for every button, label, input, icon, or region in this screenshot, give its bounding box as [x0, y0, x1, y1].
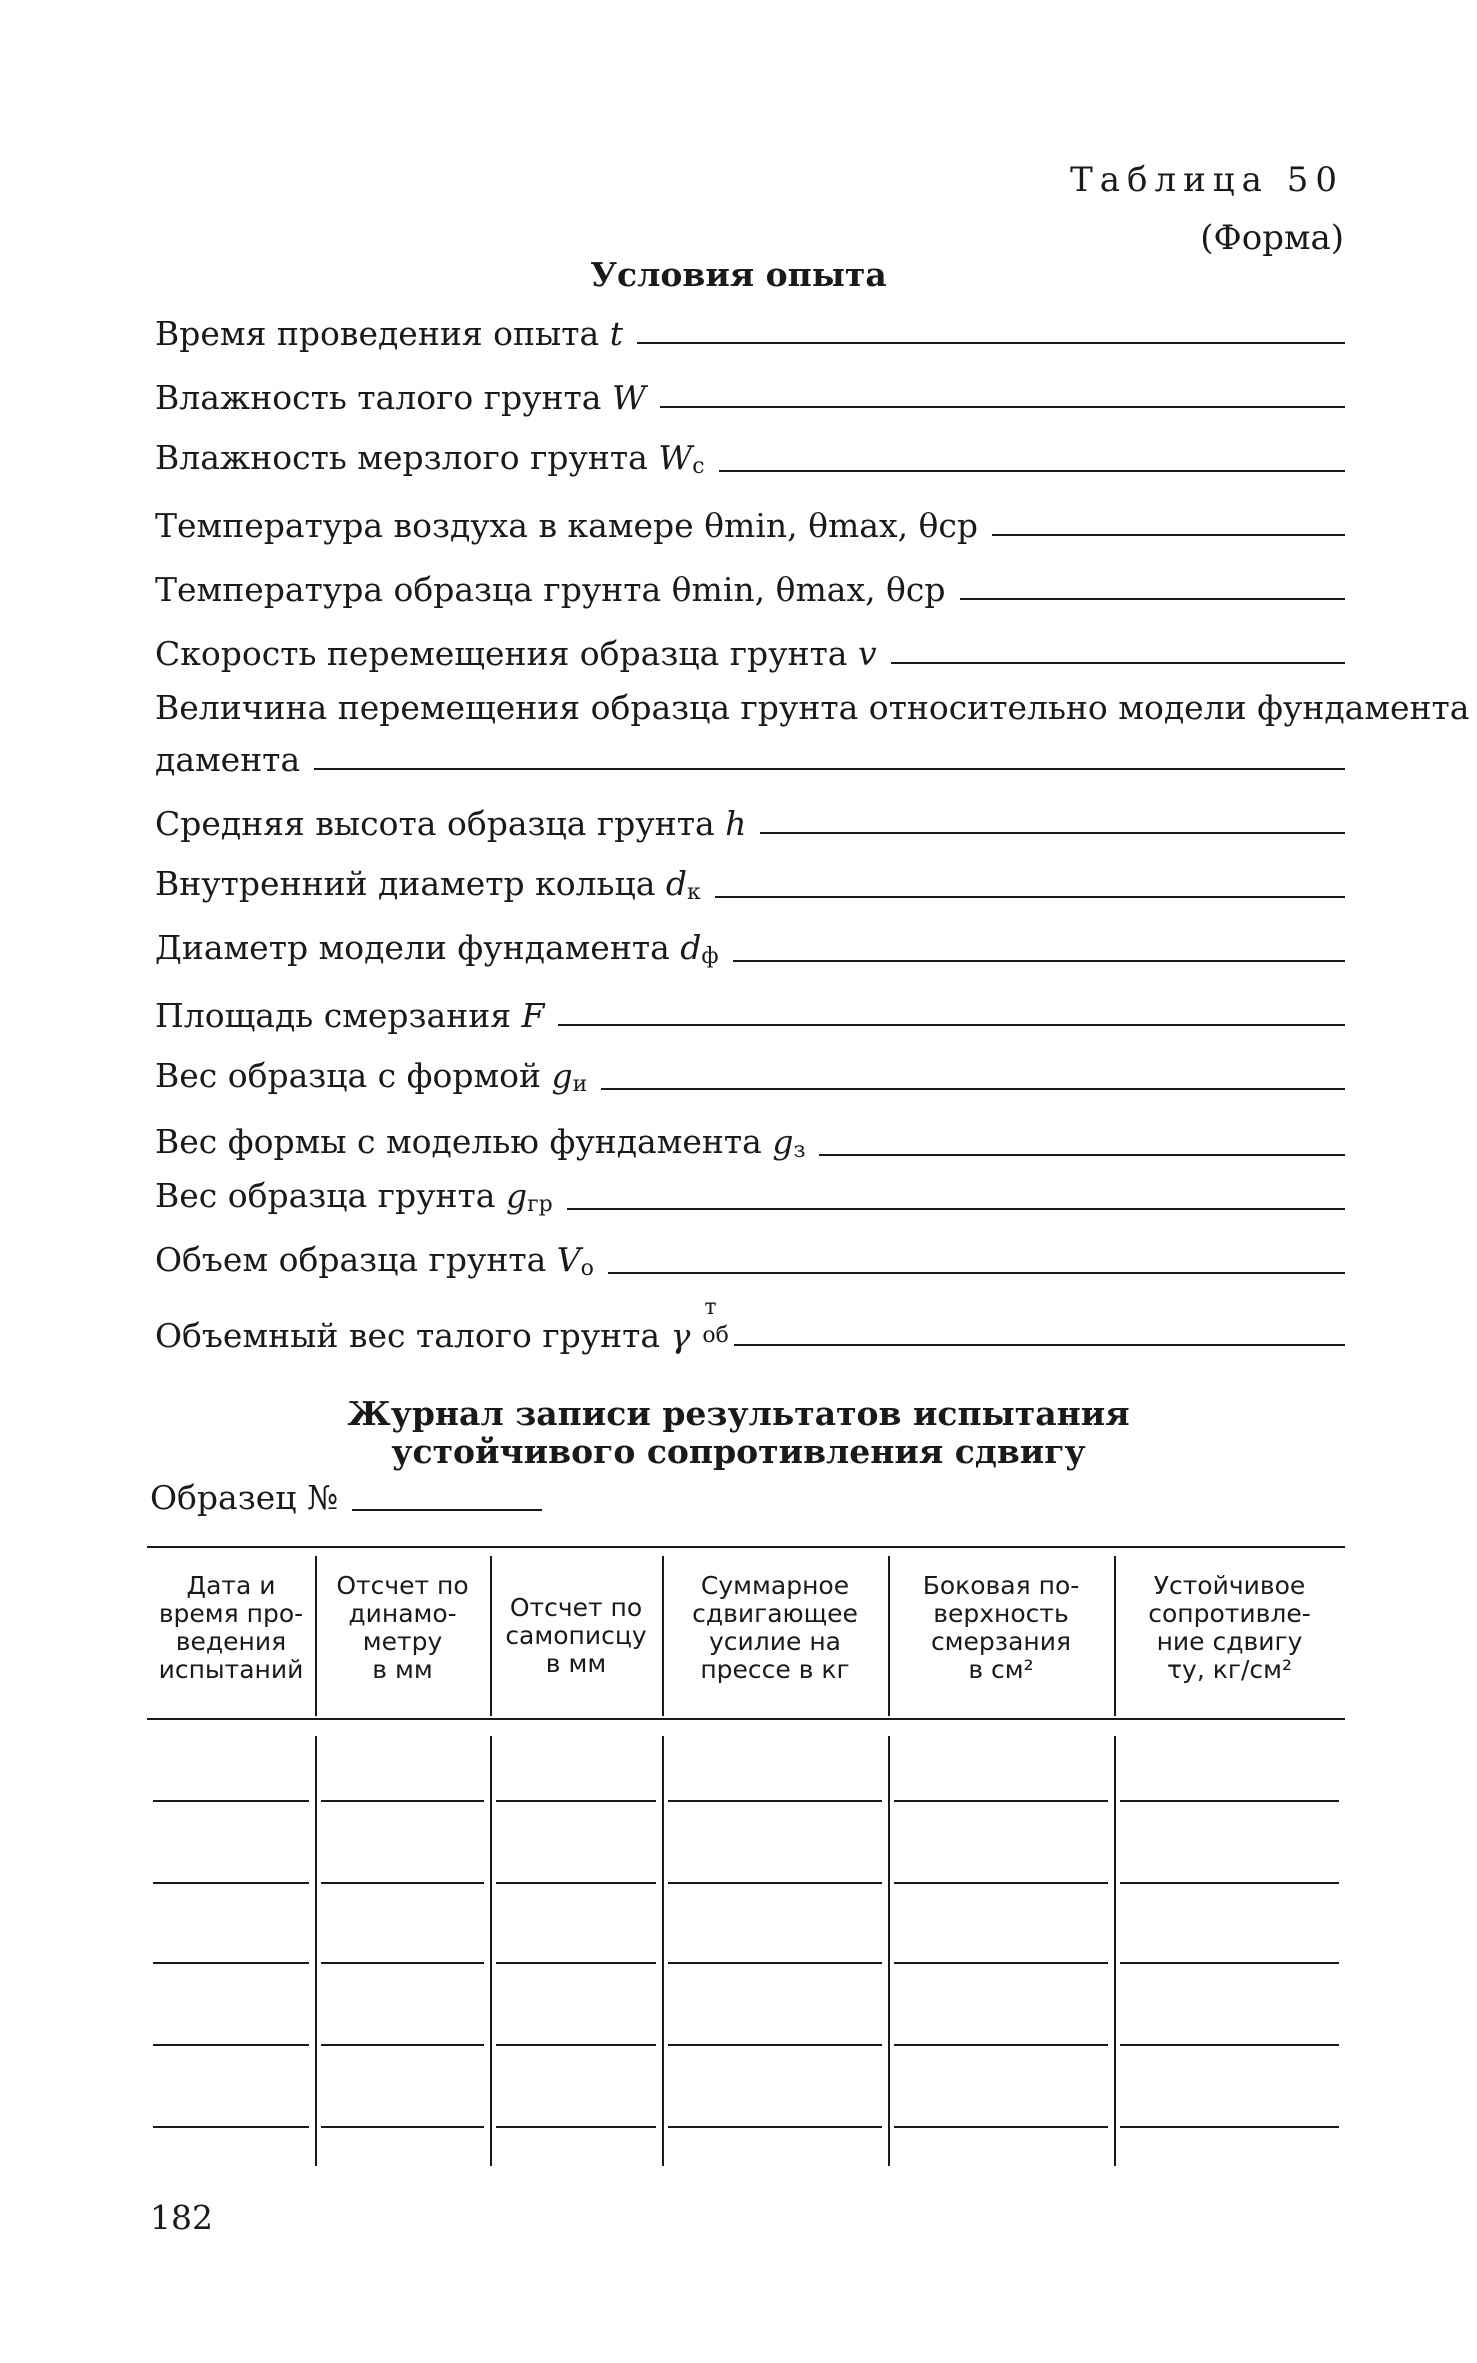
field-sample-temperature: Температура образца грунта θmin, θmax, θcp: [155, 556, 1345, 606]
table-row-line: [496, 1800, 656, 1802]
fill-line: [637, 342, 1345, 344]
table-row-line: [1120, 1962, 1339, 1964]
sample-number-field: Образец №: [150, 1478, 542, 1517]
table-row-line: [1120, 2044, 1339, 2046]
field-sample-height: Средняя высота образца грунта h: [155, 790, 1345, 840]
column-header-side-surface: Боковая по- верхность смерзания в см²: [922, 1571, 1080, 1684]
table-row-line: [1120, 2126, 1339, 2128]
table-row-line: [321, 1882, 484, 1884]
table-row-line: [894, 1962, 1108, 1964]
column-header-recorder: Отсчет по самописцу в мм: [505, 1593, 647, 1678]
fill-line: [891, 662, 1345, 664]
table-row-line: [668, 1800, 882, 1802]
field-displacement-line1: Величина перемещения образца грунта относительно модели фундамента: [155, 688, 1470, 727]
field-experiment-time: Время проведения опыта t: [155, 300, 1345, 350]
table-row-line: [496, 2126, 656, 2128]
fill-line: [608, 1272, 1345, 1274]
column-divider: [490, 1556, 492, 1716]
table-row-line: [153, 1800, 309, 1802]
fill-line: [660, 406, 1345, 408]
table-row-line: [496, 1962, 656, 1964]
field-form-with-model-weight: Вес формы с моделью фундамента gз: [155, 1112, 1345, 1162]
field-ring-diameter: Внутренний диаметр кольца dк: [155, 854, 1345, 904]
column-header-shear-resistance: Устойчивое сопротивле- ние сдвигу τу, кг/см²: [1148, 1571, 1311, 1684]
field-displacement-line2: дамента: [155, 726, 1345, 776]
conditions-title: Условия опыта: [590, 255, 887, 294]
column-divider: [315, 1556, 317, 1716]
fill-line: [567, 1208, 1345, 1210]
fill-line: [601, 1088, 1345, 1090]
column-divider: [888, 1556, 890, 1716]
column-divider: [490, 1736, 492, 2166]
fill-line: [960, 598, 1345, 600]
table-row-line: [153, 1882, 309, 1884]
column-header-shear-force: Суммарное сдвигающее усилие на прессе в кг: [692, 1571, 858, 1684]
column-header-dynamometer: Отсчет по динамо- метру в мм: [336, 1571, 469, 1684]
fill-line: [314, 768, 1345, 770]
table-row-line: [668, 1962, 882, 1964]
table-row-line: [321, 1800, 484, 1802]
table-row-line: [894, 2044, 1108, 2046]
table-row-line: [496, 2044, 656, 2046]
table-row-line: [321, 2126, 484, 2128]
table-row-line: [496, 1882, 656, 1884]
field-model-diameter: Диаметр модели фундамента dф: [155, 918, 1345, 968]
column-divider: [662, 1556, 664, 1716]
fill-line: [734, 1344, 1345, 1346]
table-row-line: [668, 2044, 882, 2046]
fill-line: [992, 534, 1345, 536]
table-row-line: [153, 2126, 309, 2128]
fill-line: [760, 832, 1345, 834]
table-row-line: [894, 1882, 1108, 1884]
form-label: (Форма): [1200, 218, 1344, 258]
field-freezing-area: Площадь смерзания F: [155, 982, 1345, 1032]
fill-line: [819, 1154, 1345, 1156]
table-row-line: [668, 2126, 882, 2128]
field-unit-weight: Объемный вес талого грунта γ т об: [155, 1302, 1345, 1352]
table-row-line: [894, 1800, 1108, 1802]
field-sample-with-form-weight: Вес образца с формой gи: [155, 1046, 1345, 1096]
table-row-line: [668, 1882, 882, 1884]
journal-title-line1: Журнал записи результатов испытания: [347, 1394, 1130, 1433]
fill-line: [733, 960, 1345, 962]
fill-line: [715, 896, 1345, 898]
page-number: 182: [150, 2198, 213, 2237]
field-thawed-moisture: Влажность талого грунта W: [155, 364, 1345, 414]
table-row-line: [153, 1962, 309, 1964]
field-sample-speed: Скорость перемещения образца грунта v: [155, 620, 1345, 670]
field-frozen-moisture: Влажность мерзлого грунта Wc: [155, 428, 1345, 478]
field-sample-weight: Вес образца грунта gгр: [155, 1166, 1345, 1216]
table-row-line: [153, 2044, 309, 2046]
table-top-rule: [147, 1546, 1345, 1548]
table-row-line: [1120, 1800, 1339, 1802]
table-row-line: [1120, 1882, 1339, 1884]
column-divider: [888, 1736, 890, 2166]
table-number-label: Таблица 50: [1070, 160, 1344, 200]
table-header-rule: [147, 1718, 1345, 1720]
column-divider: [662, 1736, 664, 2166]
journal-title-line2: устойчивого сопротивления сдвигу: [391, 1432, 1086, 1471]
fill-line: [719, 470, 1345, 472]
table-row-line: [321, 1962, 484, 1964]
column-header-date: Дата и время про- ведения испытаний: [158, 1571, 304, 1684]
column-divider: [315, 1736, 317, 2166]
column-divider: [1114, 1736, 1116, 2166]
fill-line: [352, 1509, 542, 1511]
table-row-line: [321, 2044, 484, 2046]
field-air-temperature: Температура воздуха в камере θmin, θmax, θcp: [155, 492, 1345, 542]
fill-line: [558, 1024, 1345, 1026]
field-sample-volume: Объем образца грунта Vо: [155, 1230, 1345, 1280]
table-row-line: [894, 2126, 1108, 2128]
column-divider: [1114, 1556, 1116, 1716]
